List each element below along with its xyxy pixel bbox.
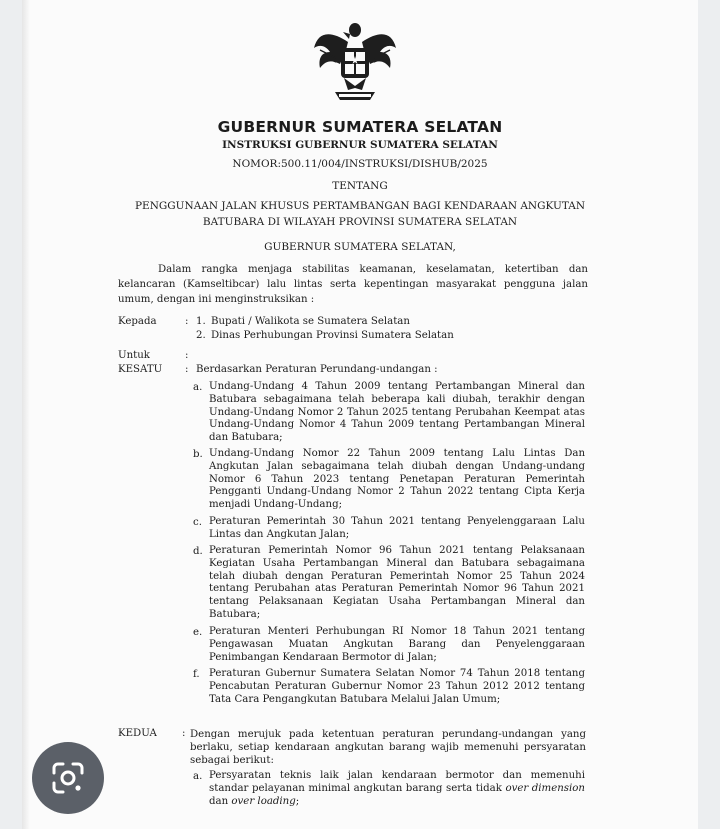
kesatu-item-d: Peraturan Pemerintah Nomor 96 Tahun 2021 tentang Pelaksanaan Kegiatan Usaha Pertambangan Mineral dan Batubara sebagaimana telah diubah dengan Peraturan Pemerintah Nomor 25 Tahun 2024 tentang Perubahan atas Peraturan Pemerintah Nomor 96 Tahun 2021 tentang Pelaksanaan Kegiatan Usaha Pertambangan Mineral dan Batubara; bbox=[209, 545, 585, 620]
garuda-emblem-icon bbox=[310, 20, 400, 108]
untuk-colon: : bbox=[185, 350, 189, 361]
kedua-item-a-post: ; bbox=[295, 795, 300, 807]
kesatu-item-c: Peraturan Pemerintah 30 Tahun 2021 tentang Penyelenggaraan Lalu Lintas dan Angkutan Jalan; bbox=[209, 516, 585, 540]
subject-line-1: PENGGUNAAN JALAN KHUSUS PERTAMBANGAN BAGI KENDARAAN ANGKUTAN bbox=[134, 200, 586, 212]
kepada-item-2: Dinas Perhubungan Provinsi Sumatera Selatan bbox=[211, 330, 454, 341]
document-page bbox=[22, 0, 698, 829]
document-title: GUBERNUR SUMATERA SELATAN bbox=[217, 118, 503, 136]
kepada-label: Kepada bbox=[118, 316, 157, 327]
kesatu-label: KESATU bbox=[118, 364, 163, 375]
kedua-item-a-em2: over loading bbox=[231, 795, 296, 807]
kedua-label: KEDUA bbox=[118, 728, 157, 739]
kesatu-item-b-letter: b. bbox=[193, 449, 203, 460]
kedua-colon: : bbox=[182, 728, 186, 739]
kesatu-item-a: Undang-Undang 4 Tahun 2009 tentang Pertambangan Mineral dan Batubara sebagaimana telah beberapa kali diubah, terakhir dengan Undang-Undang Nomor 2 Tahun 2025 tentang Perubahan Keempat atas Undang-Undang Nomor 4 Tahun 2009 tentang Pertambangan Mineral dan Batubara; bbox=[209, 381, 585, 444]
instruction-heading: INSTRUKSI GUBERNUR SUMATERA SELATAN bbox=[222, 139, 498, 151]
kedua-item-a-mid: dan bbox=[209, 795, 232, 807]
issuer-line: GUBERNUR SUMATERA SELATAN, bbox=[264, 241, 456, 253]
kesatu-item-b: Undang-Undang Nomor 22 Tahun 2009 tentang Lalu Lintas Dan Angkutan Jalan sebagaimana telah diubah dengan Undang-undang Nomor 6 Tahun 2023 tentang Penetapan Peraturan Pemerintah Pengganti Undang-Undang Nomor 2 Tahun 2022 tentang Cipta Kerja menjadi Undang-Undang; bbox=[209, 448, 585, 511]
kesatu-item-c-letter: c. bbox=[193, 517, 202, 528]
kepada-item-2-num: 2. bbox=[196, 330, 206, 341]
kesatu-lead: Berdasarkan Peraturan Perundang-undangan : bbox=[196, 364, 438, 375]
kedua-item-a-text: Persyaratan teknis laik jalan kendaraan bermotor dan memenuhi standar pelayanan minimal angkutan barang serta tidak bbox=[209, 770, 585, 794]
kepada-item-1-num: 1. bbox=[196, 316, 206, 327]
kesatu-item-f: Peraturan Gubernur Sumatera Selatan Nomor 74 Tahun 2018 tentang Pencabutan Peraturan Gubernur Nomor 23 Tahun 2012 2012 tentang Tata Cara Pengangkutan Batubara Melalui Jalan Umum; bbox=[209, 668, 585, 705]
intro-paragraph: Dalam rangka menjaga stabilitas keamanan, keselamatan, ketertiban dan kelancaran (Kamseltibcar) lalu lintas serta kepentingan masyarakat pengguna jalan umum, dengan ini menginstruksikan : bbox=[118, 264, 588, 305]
kesatu-item-f-letter: f. bbox=[193, 669, 200, 680]
kedua-item-a bbox=[209, 770, 585, 808]
kepada-item-1: Bupati / Walikota se Sumatera Selatan bbox=[211, 316, 410, 327]
kesatu-item-e: Peraturan Menteri Perhubungan RI Nomor 18 Tahun 2021 tentang Pengawasan Muatan Angkutan Barang dan Penyelenggaraan Penimbangan Kendaraan Bermotor di Jalan; bbox=[209, 626, 585, 663]
subject-line-2: BATUBARA DI WILAYAH PROVINSI SUMATERA SELATAN bbox=[202, 216, 518, 228]
kedua-item-a-em1: over dimension bbox=[505, 782, 585, 794]
kesatu-item-d-letter: d. bbox=[193, 546, 203, 557]
kedua-lead: Dengan merujuk pada ketentuan peraturan perundang-undangan yang berlaku, setiap kendaraan angkutan barang wajib memenuhi persyaratan sebagai berikut: bbox=[190, 729, 586, 766]
google-lens-icon bbox=[50, 760, 86, 796]
kepada-colon: : bbox=[185, 316, 189, 327]
kesatu-colon: : bbox=[185, 364, 189, 375]
untuk-label: Untuk bbox=[118, 350, 150, 361]
google-lens-button[interactable] bbox=[32, 742, 104, 814]
kesatu-item-e-letter: e. bbox=[193, 627, 203, 638]
about-label: TENTANG bbox=[332, 180, 388, 192]
document-number: NOMOR:500.11/004/INSTRUKSI/DISHUB/2025 bbox=[232, 158, 488, 170]
kedua-item-a-letter: a. bbox=[193, 771, 203, 782]
kesatu-item-a-letter: a. bbox=[193, 382, 203, 393]
